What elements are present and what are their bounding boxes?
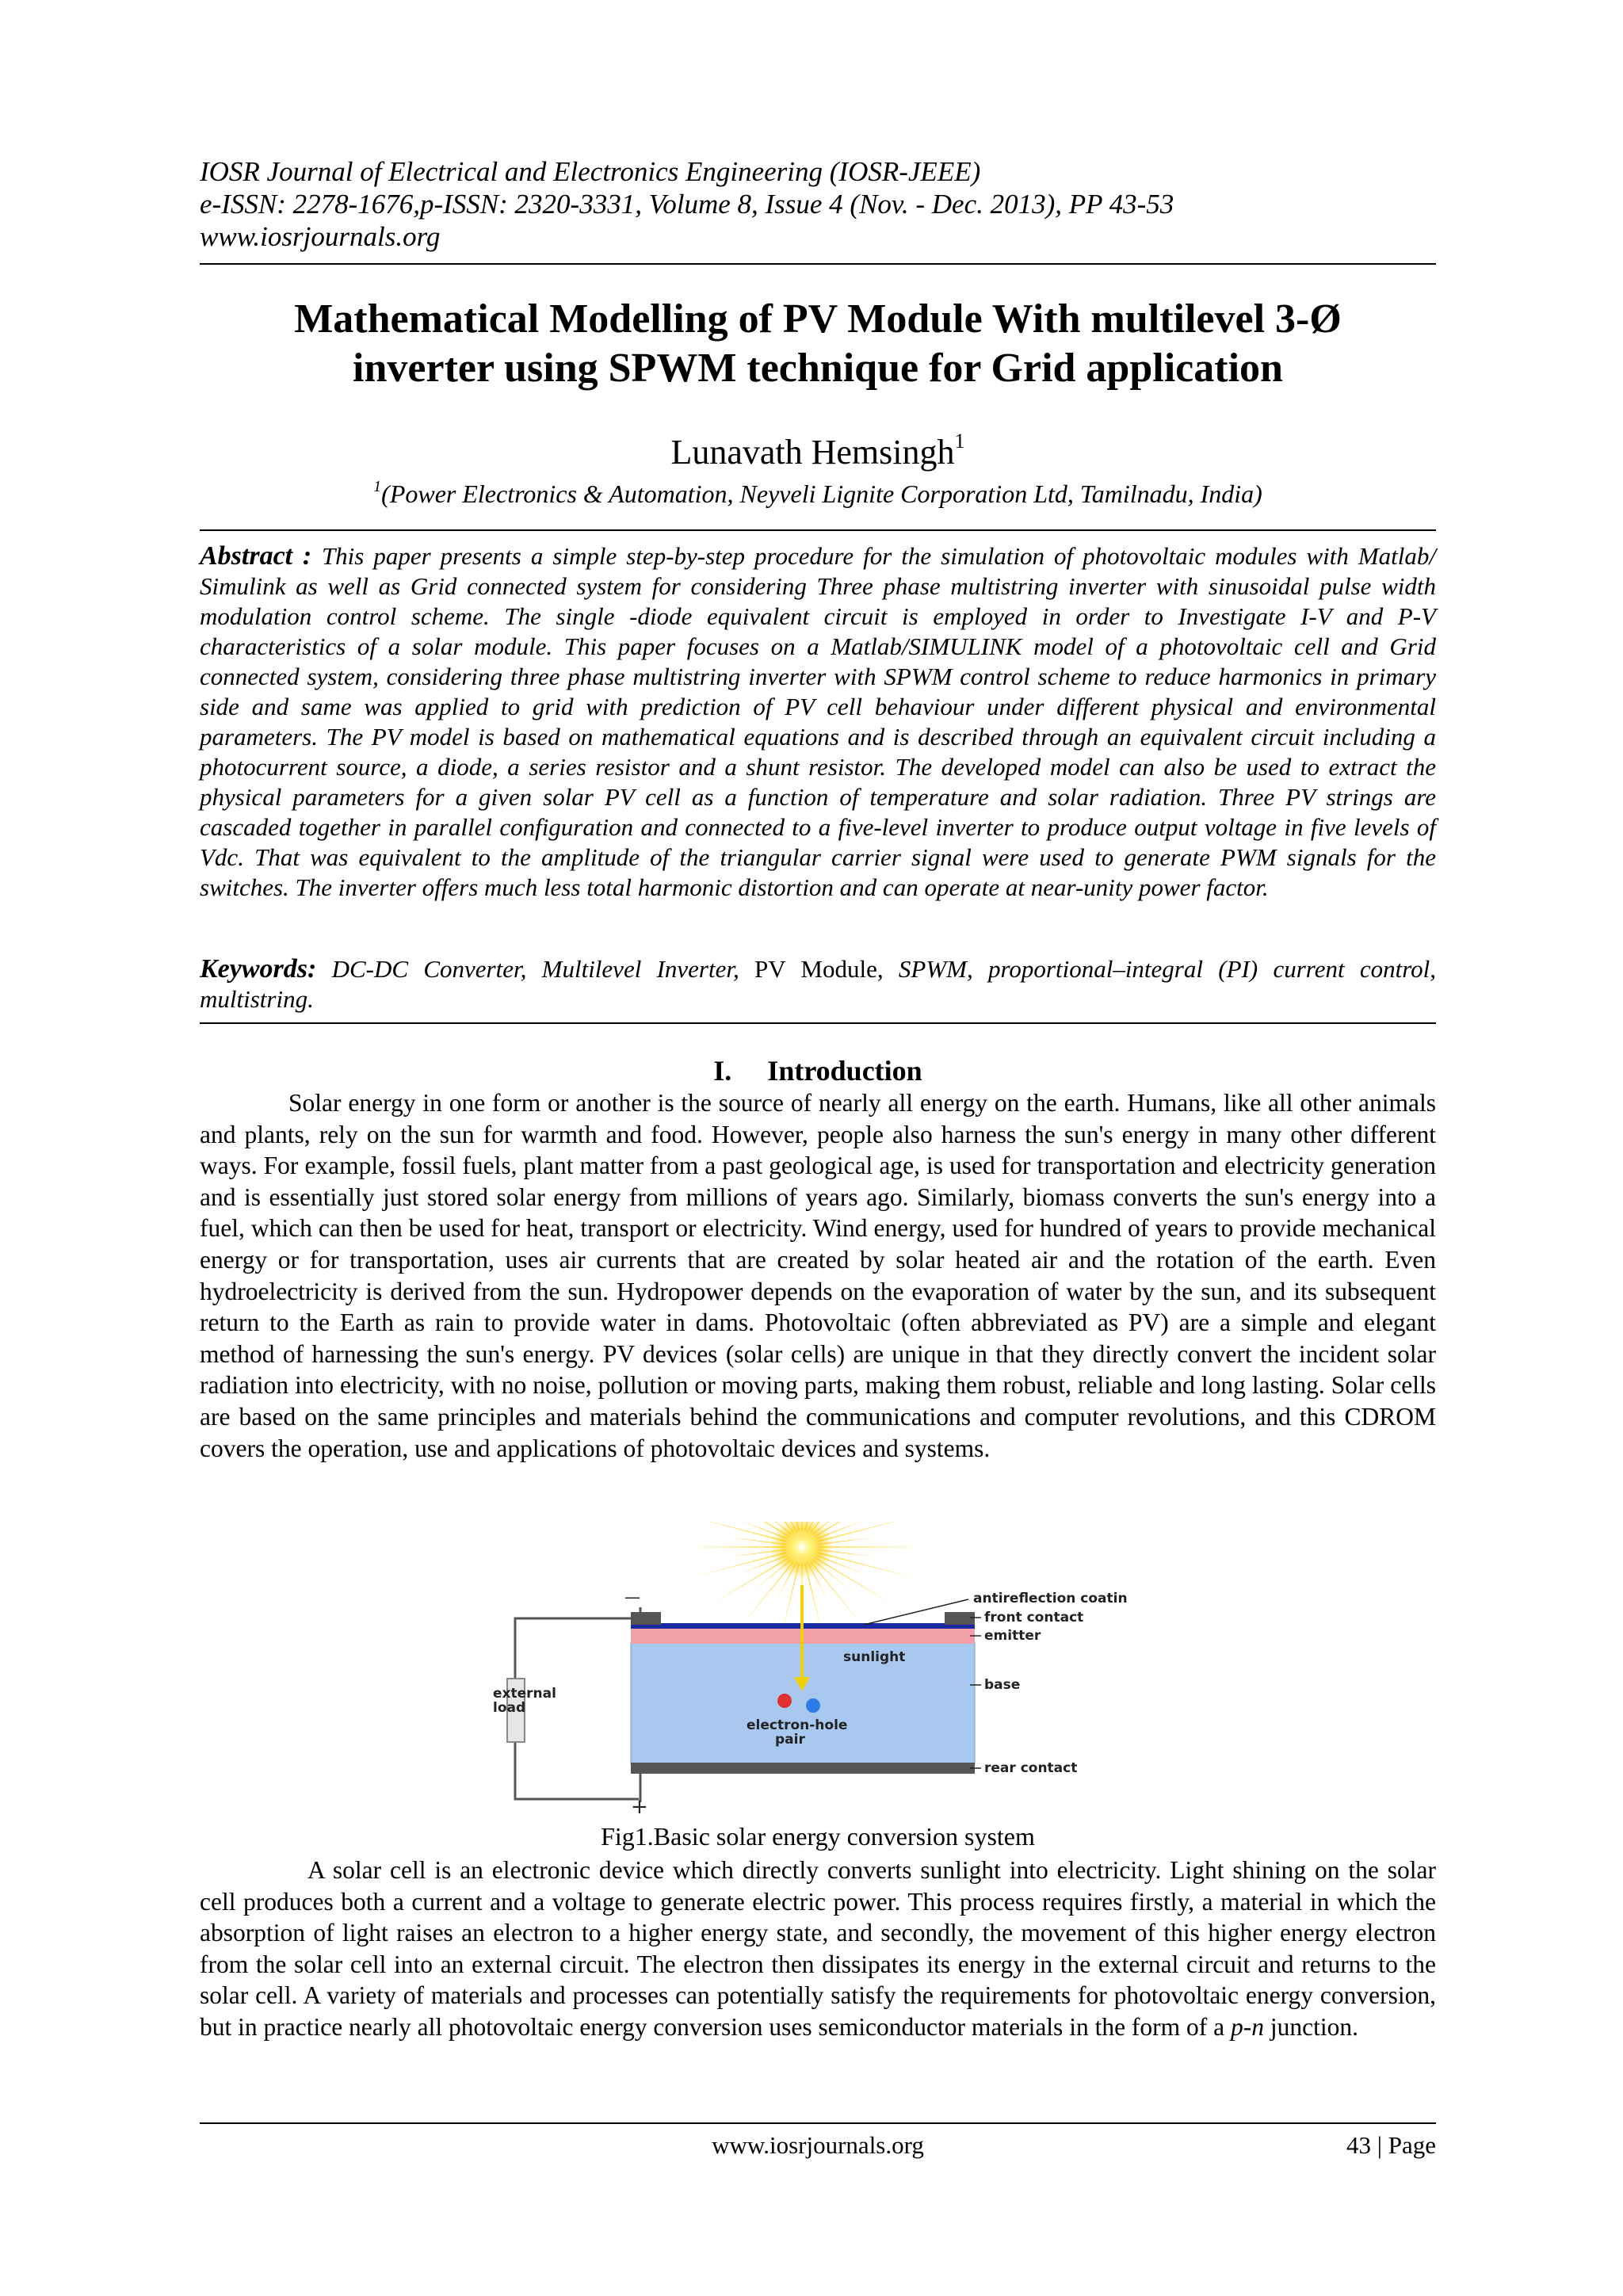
external-load-label-1: external: [493, 1686, 556, 1702]
abstract-label: Abstract: [200, 541, 293, 571]
antireflection-label: antireflection coatin: [973, 1591, 1128, 1606]
paper-title: [200, 295, 1436, 393]
keywords-part3: SPWM, proportional–integral (PI) current control, multistring.: [200, 955, 1436, 1013]
pn-junction-term: p-n: [1231, 2012, 1265, 2041]
keywords-part2: PV Module,: [739, 955, 884, 983]
intro-paragraph-2-end: junction.: [1264, 2012, 1359, 2041]
title-line-2: inverter using SPWM technique for Grid application: [353, 346, 1283, 391]
journal-issn: e-ISSN: 2278-1676,p-ISSN: 2320-3331, Volume 8, Issue 4 (Nov. - Dec. 2013), PP 43-53: [200, 189, 1174, 220]
section-heading-introduction: I. Introduction: [713, 1055, 922, 1087]
abstract: [200, 541, 1436, 903]
title-line-1: Mathematical Modelling of PV Module With multilevel 3-Ø: [294, 296, 1342, 342]
journal-header: [200, 155, 1436, 253]
author-sup: 1: [954, 430, 965, 453]
journal-website: www.iosrjournals.org: [200, 221, 441, 252]
intro-paragraph-1: [200, 1087, 1436, 1464]
rear-contact: [631, 1763, 975, 1774]
footer-page-number: 43 | Page: [1346, 2131, 1436, 2159]
intro-paragraph-1-text: Solar energy in one form or another is the source of nearly all energy on the earth. Humans, like all other animals and plants, rely on the sun for warmth and food. However, people also harness the sun's energy in many other different ways. For example, fossil fuels, plant matter from a past geological age, is used for transportation and electricity generation and is essentially just stored solar energy from millions of years ago. Similarly, biomass converts the sun's energy into a fuel, which can then be used for heat, transport or electricity. Wind energy, used for hundred of years to provide mechanical energy or for transportation, uses air currents that are created by solar heated air and the rotation of the earth. Even hydroelectricity is derived from the sun. Hydropower depends on the evaporation of water by the sun, and its subsequent return to the Earth as rain to provide water in dams. Photovoltaic (often abbreviated as PV) are a simple and elegant method of harnessing the sun's energy. PV devices (solar cells) are unique in that they directly convert the incident solar radiation into electricity, with no noise, pollution or moving parts, making them robust, reliable and long lasting. Solar cells are based on the same principles and materials behind the communications and computer revolutions, and this CDROM covers the operation, use and applications of photovoltaic devices and systems.: [200, 1089, 1436, 1462]
journal-name: IOSR Journal of Electrical and Electronics Engineering (IOSR-JEEE): [200, 156, 981, 187]
affiliation-sup: 1: [373, 478, 382, 495]
front-contact-left: [631, 1612, 661, 1625]
electron-hole-label-1: electron-hole: [747, 1717, 848, 1733]
circuit-wire: [515, 1618, 640, 1799]
rear-contact-label: rear contact: [984, 1760, 1078, 1776]
author-name: Lunavath Hemsingh: [670, 433, 955, 472]
affiliation-text: (Power Electronics & Automation, Neyveli Lignite Corporation Ltd, Tamilnadu, India): [381, 479, 1262, 508]
abstract-sep: :: [292, 541, 322, 571]
intro-paragraph-2: [200, 1855, 1436, 2043]
affiliation: [200, 471, 1436, 510]
plus-terminal: +: [631, 1795, 648, 1815]
author: [200, 422, 1436, 472]
footer-rule: [200, 2122, 1436, 2124]
keywords-label: Keywords:: [200, 954, 317, 984]
electron: [777, 1694, 792, 1708]
sun-core: [770, 1522, 834, 1579]
figure-solar-cell: [491, 1522, 1149, 1815]
electron-hole-label-2: pair: [775, 1732, 805, 1748]
header-rule: [200, 263, 1436, 265]
base-label: base: [984, 1677, 1021, 1693]
hole: [806, 1698, 820, 1713]
footer-website: www.iosrjournals.org: [712, 2131, 924, 2159]
minus-terminal: —: [624, 1587, 640, 1606]
front-contact-label: front contact: [984, 1610, 1084, 1626]
emitter-label: emitter: [984, 1628, 1041, 1644]
keywords: [200, 954, 1436, 1014]
sunlight-label: sunlight: [843, 1649, 906, 1665]
keywords-part1: DC-DC Converter, Multilevel Inverter,: [316, 955, 739, 983]
abstract-text: This paper presents a simple step-by-step procedure for the simulation of photovoltaic modules with Matlab/ Simulink as well as Grid connected system for considering Three phase multistring inverter with sinusoidal pulse width modulation control scheme. The single -diode equivalent circuit is employed in order to Investigate I-V and P-V characteristics of a solar module. This paper focuses on a Matlab/SIMULINK model of a photovoltaic cell and Grid connected system, considering three phase multistring inverter with SPWM control scheme to reduce harmonics in primary side and same was applied to grid with prediction of PV cell behaviour under different physical and environmental parameters. The PV model is based on mathematical equations and is described through an equivalent circuit including a photocurrent source, a diode, a series resistor and a shunt resistor. The developed model can also be used to extract the physical parameters for a given solar PV cell as a function of temperature and solar radiation. Three PV strings are cascaded together in parallel configuration and connected to a five-level inverter to produce output voltage in five levels of Vdc. That was equivalent to the amplitude of the triangular carrier signal were used to generate PWM signals for the switches. The inverter offers much less total harmonic distortion and can operate at near-unity power factor.: [200, 542, 1436, 901]
intro-paragraph-2-text: A solar cell is an electronic device which directly converts sunlight into electricity. Light shining on the solar cell produces both a current and a voltage to generate electric power. This process requires firstly, a material in which the absorption of light raises an electron to a higher energy state, and secondly, the movement of this higher energy electron from the solar cell into an external circuit. The electron then dissipates its energy in the external circuit and returns to the solar cell. A variety of materials and processes can potentially satisfy the requirements for photovoltaic energy conversion, but in practice nearly all photovoltaic energy conversion uses semiconductor materials in the form of a: [200, 1856, 1436, 2041]
external-load-label-2: load: [493, 1700, 526, 1716]
figure-caption: Fig1.Basic solar energy conversion system: [601, 1822, 1035, 1851]
keywords-rule: [200, 1022, 1436, 1024]
abstract-rule: [200, 529, 1436, 531]
front-contact-right: [945, 1612, 975, 1625]
